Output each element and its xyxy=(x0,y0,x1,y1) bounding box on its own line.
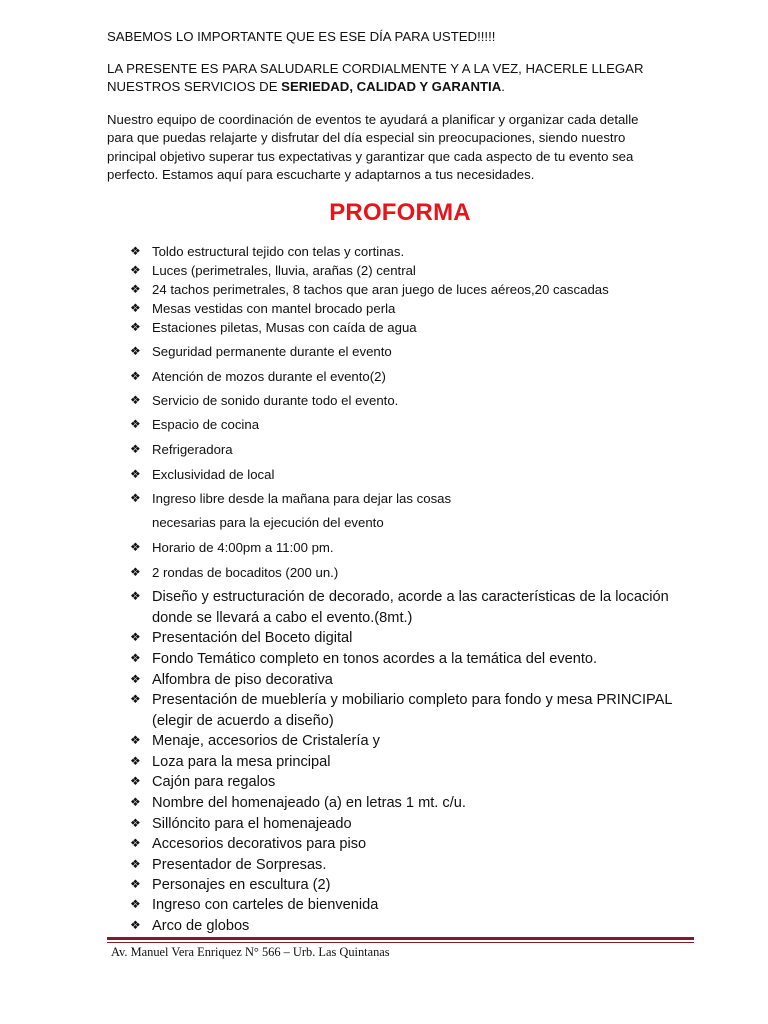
proforma-title: PROFORMA xyxy=(329,199,471,226)
intro-caps-line-1: LA PRESENTE ES PARA SALUDARLE CORDIALMENTE Y A LA VEZ, HACERLE LLEGAR xyxy=(107,61,644,76)
footer-address: Av. Manuel Vera Enriquez N° 566 – Urb. Las Quintanas xyxy=(111,945,390,959)
intro-paragraph-line-1: Nuestro equipo de coordinación de eventos te ayudará a planificar y organizar cada detalle xyxy=(107,112,639,127)
diamond-bullet-icon: ❖ xyxy=(130,795,141,809)
diamond-bullet-icon: ❖ xyxy=(130,918,141,932)
diamond-bullet-icon: ❖ xyxy=(130,897,141,911)
diamond-bullet-icon: ❖ xyxy=(130,540,141,554)
diamond-bullet-icon: ❖ xyxy=(130,733,141,747)
diamond-bullet-icon: ❖ xyxy=(130,344,141,358)
intro-paragraph-line-2: para que puedas relajarte y disfrutar del día especial sin preocupaciones, siendo nuestro xyxy=(107,130,626,145)
diamond-bullet-icon: ❖ xyxy=(130,244,141,258)
diamond-bullet-icon: ❖ xyxy=(130,589,141,603)
diamond-bullet-icon: ❖ xyxy=(130,857,141,871)
footer-divider-thin xyxy=(107,942,694,943)
diamond-bullet-icon: ❖ xyxy=(130,301,141,315)
diamond-bullet-icon: ❖ xyxy=(130,393,141,407)
diamond-bullet-icon: ❖ xyxy=(130,672,141,686)
diamond-bullet-icon: ❖ xyxy=(130,263,141,277)
diamond-bullet-icon: ❖ xyxy=(130,565,141,579)
diamond-bullet-icon: ❖ xyxy=(130,282,141,296)
diamond-bullet-icon: ❖ xyxy=(130,836,141,850)
greeting-line: SABEMOS LO IMPORTANTE QUE ES ESE DÍA PARA USTED!!!!! xyxy=(107,29,496,44)
intro-paragraph-line-4: perfecto. Estamos aquí para escucharte y adaptarnos a tus necesidades. xyxy=(107,167,535,182)
diamond-bullet-icon: ❖ xyxy=(130,491,141,505)
services-prefix: NUESTROS SERVICIOS DE xyxy=(107,79,282,94)
footer-divider-thick xyxy=(107,937,694,940)
diamond-bullet-icon: ❖ xyxy=(130,369,141,383)
diamond-bullet-icon: ❖ xyxy=(130,417,141,431)
services-suffix: . xyxy=(501,79,505,94)
services-bold: SERIEDAD, CALIDAD Y GARANTIA xyxy=(281,79,502,94)
document-page: SABEMOS LO IMPORTANTE QUE ES ESE DÍA PARA USTED!!!!! LA PRESENTE ES PARA SALUDARLE CORDIALMENTE Y A LA VEZ, HACERLE LLEGAR NUESTROS SERVICIOS DE SERIEDAD, CALIDAD Y GARANTIA. Nuestro equipo de coordinación de eventos te ayudará a planificar y organizar cada detalle para que puedas relajarte y disfrutar del día especial sin preocupaciones, siendo nuestro principal objetivo superar tus expectativas y garantizar que cada aspecto de tu evento sea perfecto. Estamos aquí para escucharte y adaptarnos a tus necesidades. PROFORMA ❖ Toldo estructural tejido con telas y cortinas. ❖ Luces (perimetrales, lluvia, arañas (2) central ❖ 24 tachos perimetrales, 8 tachos que aran juego de luces aéreos,20 cascadas ❖ Mesas vestidas con mantel brocado perla ❖ Estaciones piletas, Musas con caída de agua ❖ Seguridad permanente durante el evento ❖ Atención de mozos durante el evento(2) ❖ Servicio de sonido durante todo el evento. ❖ Espacio de cocina ❖ Refrigeradora ❖ Exclusividad de local ❖ Ingreso libre desde la mañana para dejar las cosas necesarias para la ejecución del evento ❖ Horario de 4:00pm a 11:00 pm. ❖ 2 rondas de bocaditos (200 un.) ❖ Diseño y estructuración de decorado, acorde a las características de la locación donde se llevará a cabo el evento.(8mt.) ❖ Presentación del Boceto digital ❖ Fondo Temático completo en tonos acordes a la temática del evento. ❖ Alfombra de piso decorativa ❖ Presentación de mueblería y mobiliario completo para fondo y mesa PRINCIPAL (elegir de acuerdo a diseño) ❖ Menaje, accesorios de Cristalería y ❖ Loza para la mesa principal ❖ Cajón para regalos ❖ Nombre del homenajeado (a) en letras 1 mt. c/u. ❖ Sillóncito para el homenajeado ❖ Accesorios decorativos para piso ❖ Presentador de Sorpresas. ❖ Personajes en escultura (2) ❖ Ingreso con carteles de bienvenida ❖ Arco de globos Av. Manuel Vera Enriquez N° 566 – Urb. Las Quintanas xyxy=(0,0,768,1024)
intro-caps-line-2 xyxy=(107,78,697,97)
diamond-bullet-icon: ❖ xyxy=(130,877,141,891)
diamond-bullet-icon: ❖ xyxy=(130,320,141,334)
diamond-bullet-icon: ❖ xyxy=(130,774,141,788)
diamond-bullet-icon: ❖ xyxy=(130,630,141,644)
diamond-bullet-icon: ❖ xyxy=(130,816,141,830)
diamond-bullet-icon: ❖ xyxy=(130,442,141,456)
diamond-bullet-icon: ❖ xyxy=(130,692,141,706)
diamond-bullet-icon: ❖ xyxy=(130,467,141,481)
diamond-bullet-icon: ❖ xyxy=(130,651,141,665)
intro-paragraph-line-3: principal objetivo superar tus expectativas y garantizar que cada aspecto de tu evento sea xyxy=(107,149,634,164)
diamond-bullet-icon: ❖ xyxy=(130,754,141,768)
